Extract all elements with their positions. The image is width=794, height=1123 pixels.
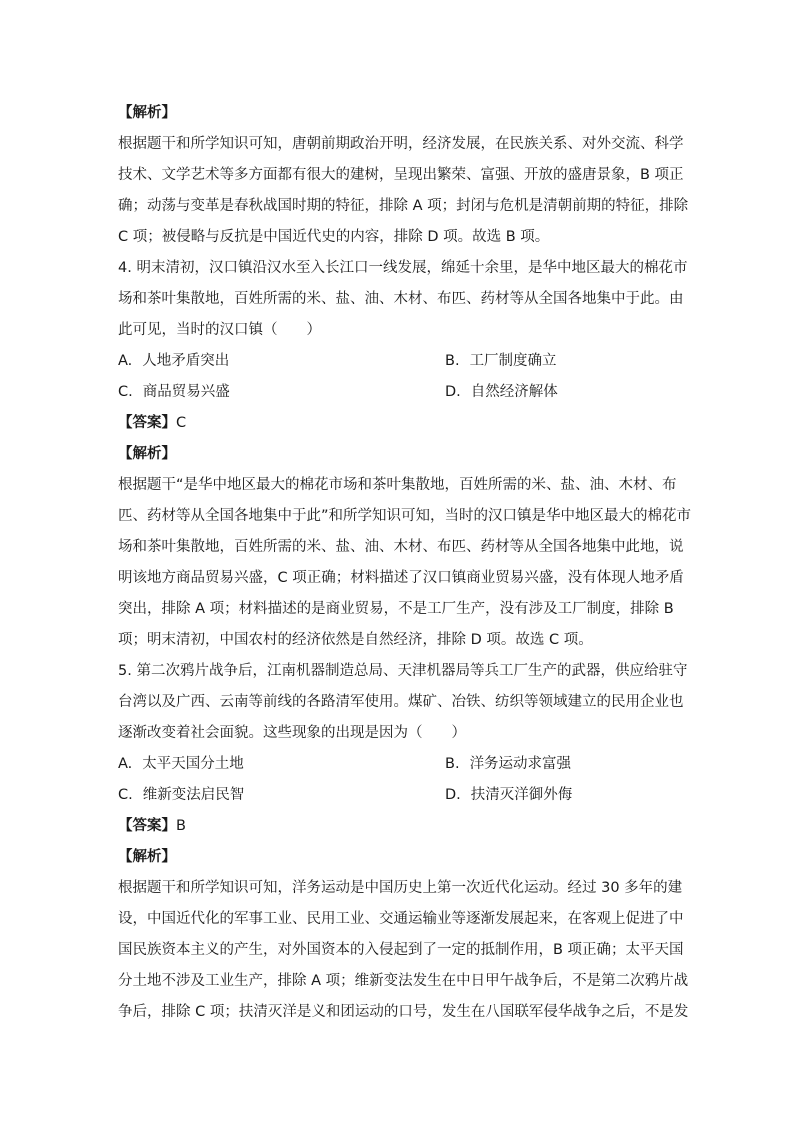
analysis-heading: 【解析】 <box>118 105 176 121</box>
option-b <box>445 749 571 780</box>
analysis-line: 根据题干和所学知识可知，唐朝前期政治开明，经济发展，在民族关系、对外交流、科学 <box>118 136 684 152</box>
option-c <box>118 780 244 811</box>
analysis-line: 分土地不涉及工业生产，排除 A 项；维新变法发生在中日甲午战争后，不是第二次鸦片战 <box>118 973 689 989</box>
analysis-paragraph <box>118 873 689 1028</box>
question-line: 场和茶叶集散地，百姓所需的米、盐、油、木材、布匹、药材等从全国各地集中于此。由 <box>118 291 684 307</box>
answer-label: 【答案】 <box>118 818 176 834</box>
option-letter: B. <box>445 353 460 369</box>
answer-line <box>118 811 678 842</box>
analysis-line: 国民族资本主义的产生，对外国资本的入侵起到了一定的抵制作用，B 项正确；太平天国 <box>118 942 684 958</box>
analysis-line: 确；动荡与变革是春秋战国时期的特征，排除 A 项；封闭与危机是清朝前期的特征，排除 <box>118 198 689 214</box>
option-text: 工厂制度确立 <box>469 353 557 369</box>
analysis-line: 场和茶叶集散地，百姓所需的米、盐、油、木材、布匹、药材等从全国各地集中此地，说 <box>118 539 684 555</box>
answer-value: C <box>176 415 187 431</box>
option-text: 洋务运动求富强 <box>469 756 572 772</box>
question-line: 逐渐改变着社会面貌。这些现象的出现是因为（ ） <box>118 725 466 741</box>
option-text: 人地矛盾突出 <box>142 353 230 369</box>
question-line: 台湾以及广西、云南等前线的各路清军使用。煤矿、冶铁、纺织等领域建立的民用企业也 <box>118 694 684 710</box>
option-letter: D. <box>445 787 461 803</box>
answer-value: B <box>176 818 186 834</box>
question-line: 4. 明末清初，汉口镇沿汉水至入长江口一线发展，绵延十余里，是华中地区最大的棉花市 <box>118 260 688 276</box>
analysis-heading: 【解析】 <box>118 849 176 865</box>
question-4-stem <box>118 253 688 346</box>
option-text: 自然经济解体 <box>470 384 558 400</box>
document-page <box>118 98 692 1028</box>
analysis-paragraph <box>118 129 689 253</box>
answer-label: 【答案】 <box>118 415 176 431</box>
answer-line <box>118 408 678 439</box>
option-c <box>118 377 230 408</box>
analysis-line: 设，中国近代化的军事工业、民用工业、交通运输业等逐渐发展起来，在客观上促进了中 <box>118 911 684 927</box>
question-5-options-row-1 <box>118 749 678 780</box>
analysis-heading: 【解析】 <box>118 446 176 462</box>
analysis-line: 突出，排除 A 项；材料描述的是商业贸易，不是工厂生产，没有涉及工厂制度，排除 B <box>118 601 674 617</box>
question-4-options-row-1 <box>118 346 678 377</box>
option-d <box>445 780 572 811</box>
analysis-line: 项；明末清初，中国农村的经济依然是自然经济，排除 D 项。故选 C 项。 <box>118 632 593 648</box>
option-b <box>445 346 557 377</box>
option-letter: C. <box>118 384 133 400</box>
option-letter: B. <box>445 756 460 772</box>
question-5-options-row-2 <box>118 780 678 811</box>
question-4-options-row-2 <box>118 377 678 408</box>
analysis-line: 明该地方商品贸易兴盛，C 项正确；材料描述了汉口镇商业贸易兴盛，没有体现人地矛盾 <box>118 570 684 586</box>
option-text: 太平天国分土地 <box>142 756 244 772</box>
question-line: 此可见，当时的汉口镇（ ） <box>118 322 321 338</box>
option-letter: D. <box>445 384 461 400</box>
analysis-line: 争后，排除 C 项；扶清灭洋是义和团运动的口号，发生在八国联军侵华战争之后，不是发 <box>118 1004 689 1020</box>
analysis-line: 技术、文学艺术等多方面都有很大的建树，呈现出繁荣、富强、开放的盛唐景象，B 项正 <box>118 167 684 183</box>
analysis-line: 匹、药材等从全国各地集中于此”和所学知识可知，当时的汉口镇是华中地区最大的棉花市 <box>118 508 692 524</box>
option-text: 商品贸易兴盛 <box>142 384 230 400</box>
option-letter: A. <box>118 756 133 772</box>
analysis-line: 根据题干和所学知识可知，洋务运动是中国历史上第一次近代化运动。经过 30 多年的建 <box>118 880 683 896</box>
analysis-paragraph <box>118 470 692 656</box>
analysis-line: C 项；被侵略与反抗是中国近代史的内容，排除 D 项。故选 B 项。 <box>118 229 550 245</box>
option-letter: C. <box>118 787 133 803</box>
option-letter: A. <box>118 353 133 369</box>
option-text: 扶清灭洋御外侮 <box>470 787 573 803</box>
question-line: 5. 第二次鸦片战争后，江南机器制造总局、天津机器局等兵工厂生产的武器，供应给驻守 <box>118 663 688 679</box>
option-a <box>118 749 244 780</box>
option-text: 维新变法启民智 <box>142 787 245 803</box>
analysis-line: 根据题干“是华中地区最大的棉花市场和茶叶集散地，百姓所需的米、盐、油、木材、布 <box>118 477 677 493</box>
question-5-stem <box>118 656 688 749</box>
option-d <box>445 377 558 408</box>
option-a <box>118 346 229 377</box>
